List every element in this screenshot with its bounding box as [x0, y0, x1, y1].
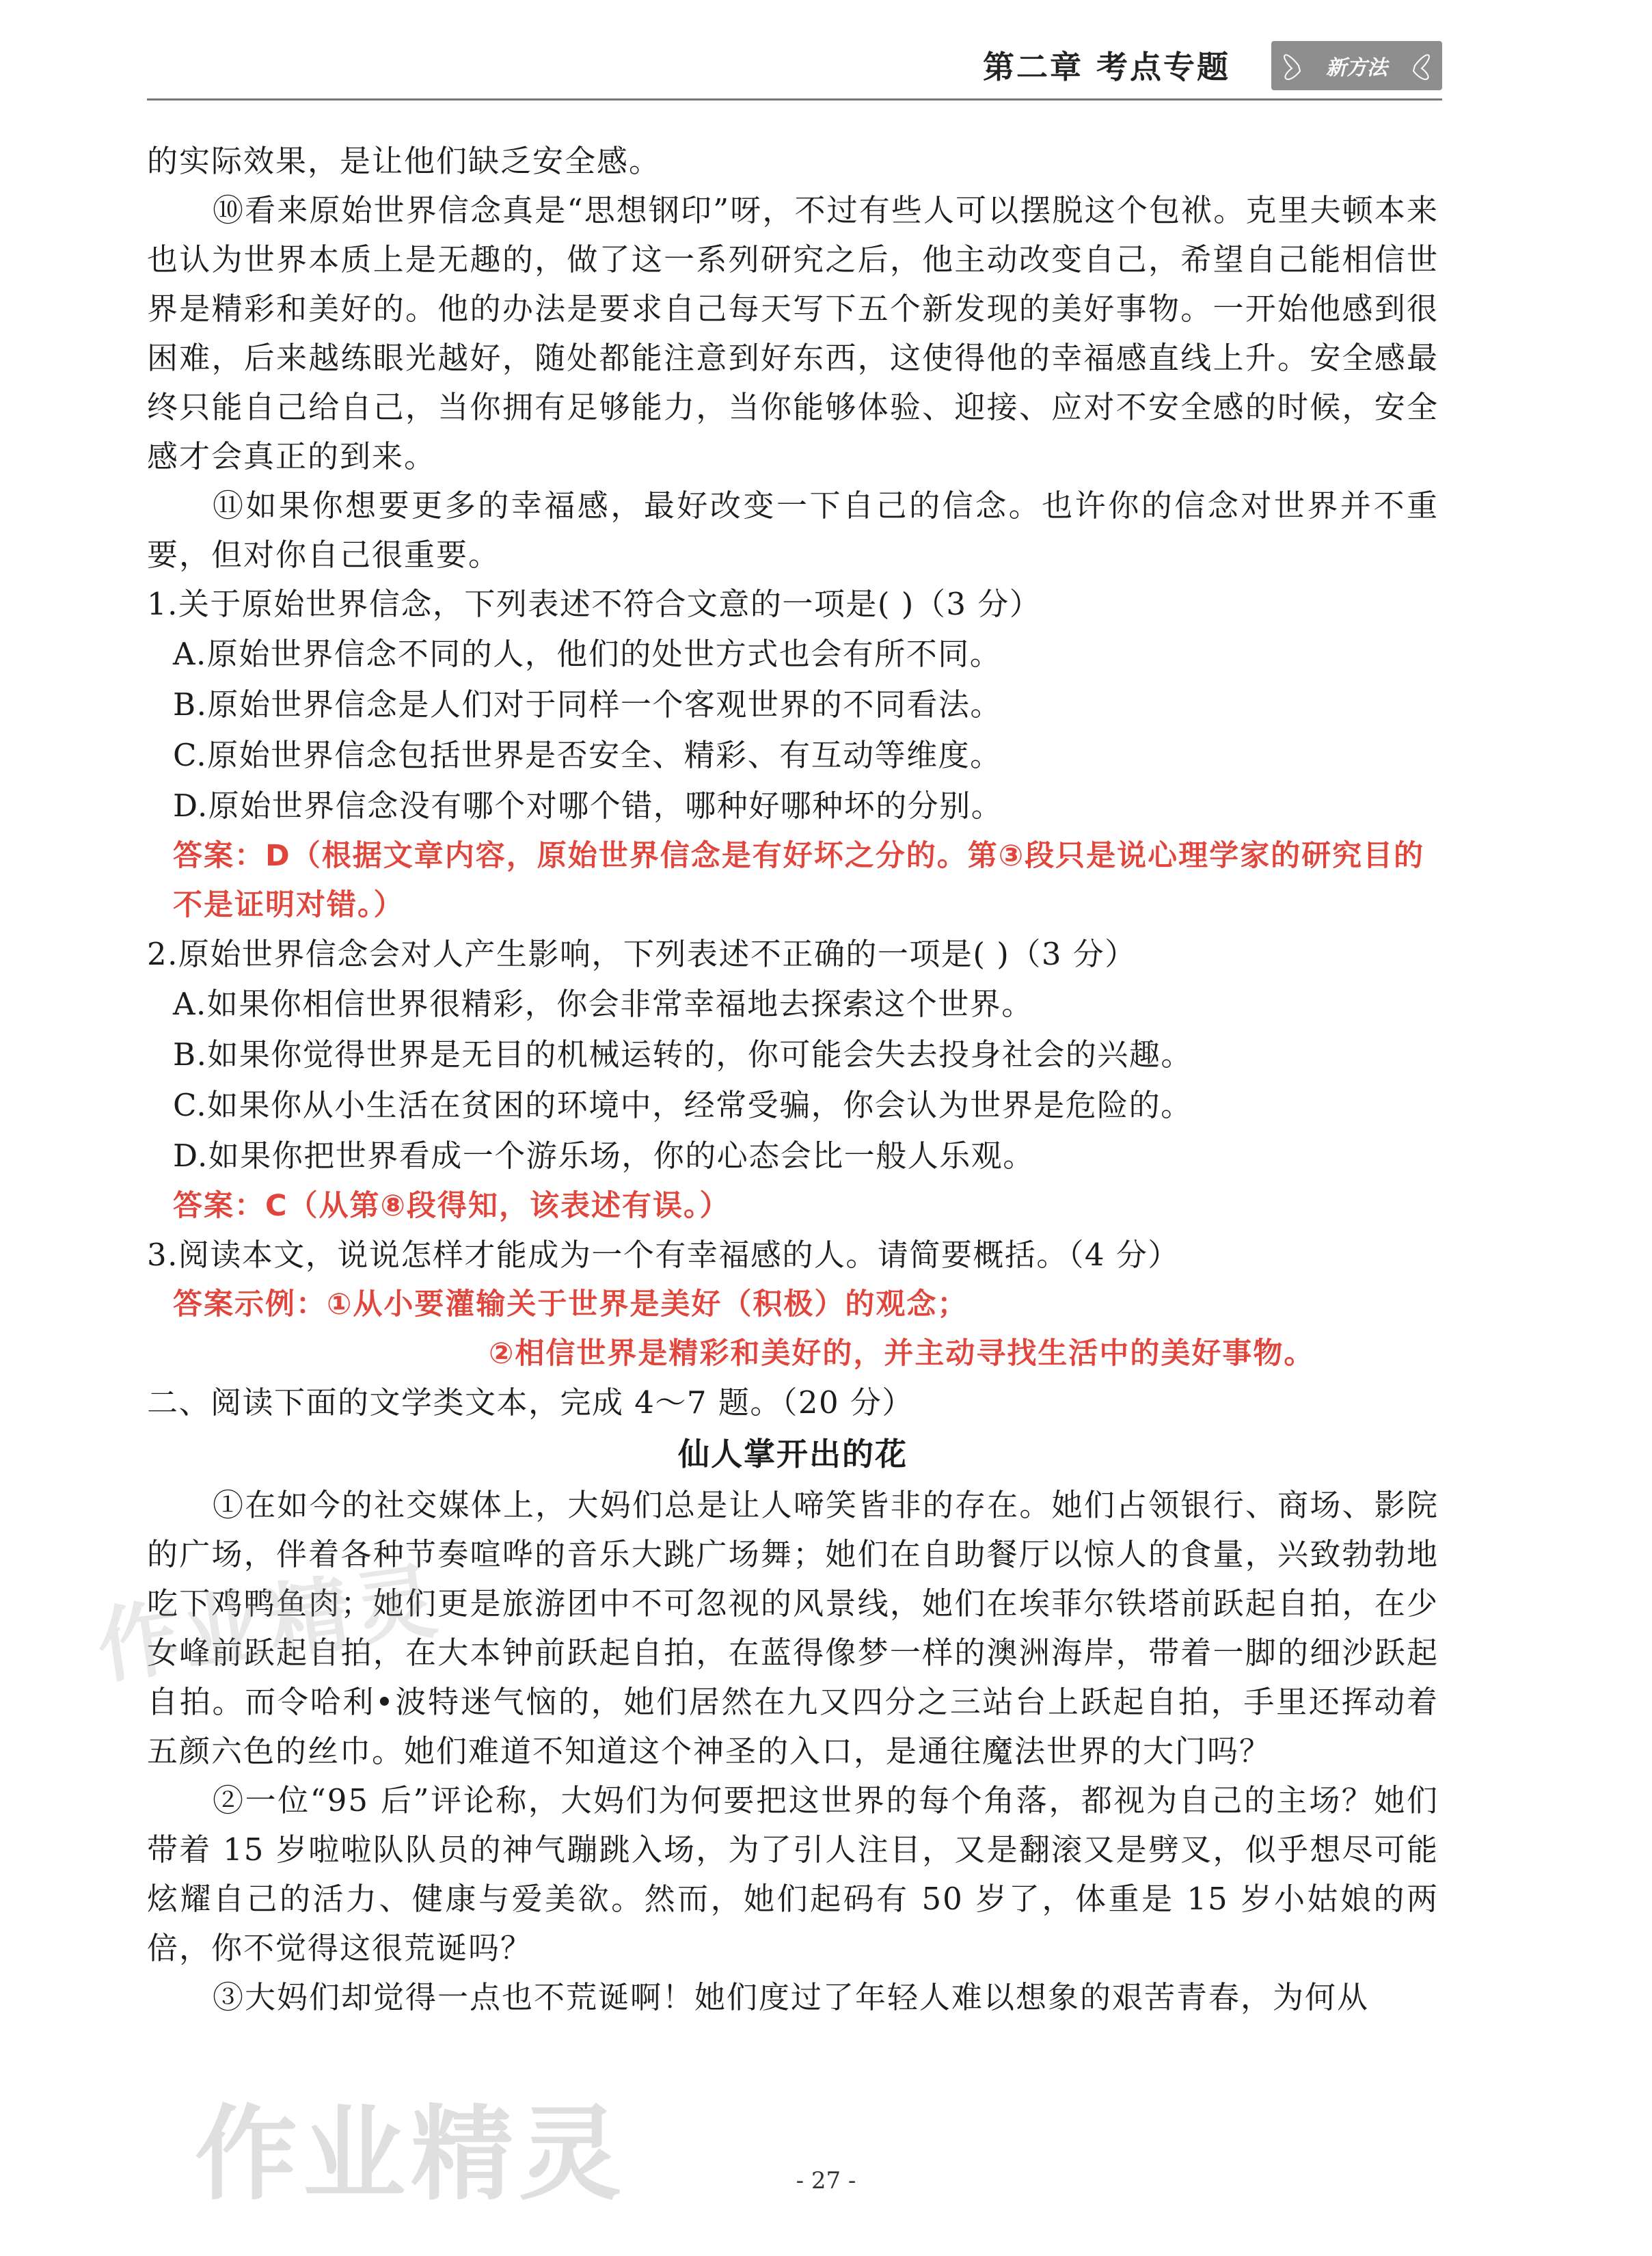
- question-stem: 2.原始世界信念会对人产生影响，下列表述不正确的一项是( )（3 分）: [147, 936, 1137, 972]
- answer: 答案：D（根据文章内容，原始世界信念是有好坏之分的。第③段只是说心理学家的研究目的不是证明对错。）: [173, 839, 1425, 922]
- option-c: C.如果你从小生活在贫困的环境中，经常受骗，你会认为世界是危险的。: [173, 1087, 1193, 1123]
- question-stem: 3.阅读本文，说说怎样才能成为一个有幸福感的人。请简要概括。（4 分）: [147, 1237, 1180, 1273]
- section-heading: 二、阅读下面的文学类文本，完成 4～7 题。（20 分）: [147, 1384, 914, 1421]
- chapter-title: 第二章 考点专题: [982, 49, 1230, 85]
- option-b: B.如果你觉得世界是无目的机械运转的，你可能会失去投身社会的兴趣。: [173, 1036, 1193, 1073]
- option-a: A.如果你相信世界很精彩，你会非常幸福地去探索这个世界。: [173, 986, 1033, 1022]
- logo-text: 新方法: [1326, 56, 1387, 80]
- answer: 答案：C（从第⑧段得知，该表述有误。）: [173, 1189, 731, 1223]
- watermark: 作业精灵: [195, 2095, 627, 2214]
- page-header: [147, 36, 1442, 100]
- paragraph-continued: 的实际效果，是让他们缺乏安全感。: [147, 143, 662, 179]
- header-divider: [147, 98, 1442, 100]
- paragraph-11: ⑪如果你想要更多的幸福感，最好改变一下自己的信念。也许你的信念对世界并不重要，但对你自己很重要。: [147, 487, 1439, 573]
- question-stem: 1.关于原始世界信念，下列表述不符合文意的一项是( )（3 分）: [147, 586, 1042, 622]
- option-c: C.原始世界信念包括世界是否安全、精彩、有互动等维度。: [173, 737, 1002, 773]
- answer-line-2: ②相信世界是精彩和美好的，并主动寻找生活中的美好事物。: [489, 1337, 1315, 1371]
- option-b: B.原始世界信念是人们对于同样一个客观世界的不同看法。: [173, 686, 1002, 723]
- option-d: D.如果你把世界看成一个游乐场，你的心态会比一般人乐观。: [173, 1138, 1035, 1174]
- article-title: 仙人掌开出的花: [678, 1436, 908, 1473]
- option-d: D.原始世界信念没有哪个对哪个错，哪种好哪种坏的分别。: [173, 788, 1003, 824]
- watermark-faint: 作业精灵: [92, 1553, 446, 1696]
- article-paragraph-1: ①在如今的社交媒体上，大妈们总是让人啼笑皆非的存在。她们占领银行、商场、影院的广场，伴着各种节奏喧哗的音乐大跳广场舞；她们在自助餐厅以惊人的食量，兴致勃勃地吃下鸡鸭鱼肉；她们更是旅游团中不可忽视的风景线，她们在埃菲尔铁塔前跃起自拍，在少女峰前跃起自拍，在大本钟前跃起自拍，在蓝得像梦一样的澳洲海岸，带着一脚的细沙跃起自拍。而令哈利•波特迷气恼的，她们居然在九又四分之三站台上跃起自拍，手里还挥动着五颜六色的丝巾。她们难道不知道这个神圣的入口，是通往魔法世界的大门吗？: [147, 1487, 1439, 1769]
- question-1: [147, 580, 1439, 930]
- paragraph-10: ⑩看来原始世界信念真是“思想钢印”呀，不过有些人可以摆脱这个包袱。克里夫顿本来也认为世界本质上是无趣的，做了这一系列研究之后，他主动改变自己，希望自己能相信世界是精彩和美好的。他的办法是要求自己每天写下五个新发现的美好事物。一开始他感到很困难，后来越练眼光越好，随处都能注意到好东西，这使得他的幸福感直线上升。安全感最终只能自己给自己，当你拥有足够能力，当你能够体验、迎接、应对不安全感的时候，安全感才会真正的到来。: [147, 192, 1439, 474]
- option-a: A.原始世界信念不同的人，他们的处世方式也会有所不同。: [173, 636, 1002, 672]
- question-2: [147, 930, 1439, 1231]
- page-number: - 27 -: [796, 2167, 856, 2194]
- article-paragraph-2: ②一位“95 后”评论称，大妈们为何要把这世界的每个角落，都视为自己的主场？她们带着 15 岁啦啦队队员的神气蹦跳入场，为了引人注目，又是翻滚又是劈叉，似乎想尽可能炫耀自己的活力、健康与爱美欲。然而，她们起码有 50 岁了，体重是 15 岁小姑娘的两倍，你不觉得这很荒诞吗？: [147, 1782, 1439, 1966]
- page-content: [147, 137, 1439, 2022]
- question-3: [147, 1231, 1439, 1378]
- answer-line-1: 答案示例：①从小要灌输关于世界是美好（积极）的观念；: [173, 1287, 969, 1321]
- article-paragraph-3: ③大妈们却觉得一点也不荒诞啊！她们度过了年轻人难以想象的艰苦青春，为何从: [213, 1979, 1370, 2015]
- brand-logo: [1271, 41, 1442, 90]
